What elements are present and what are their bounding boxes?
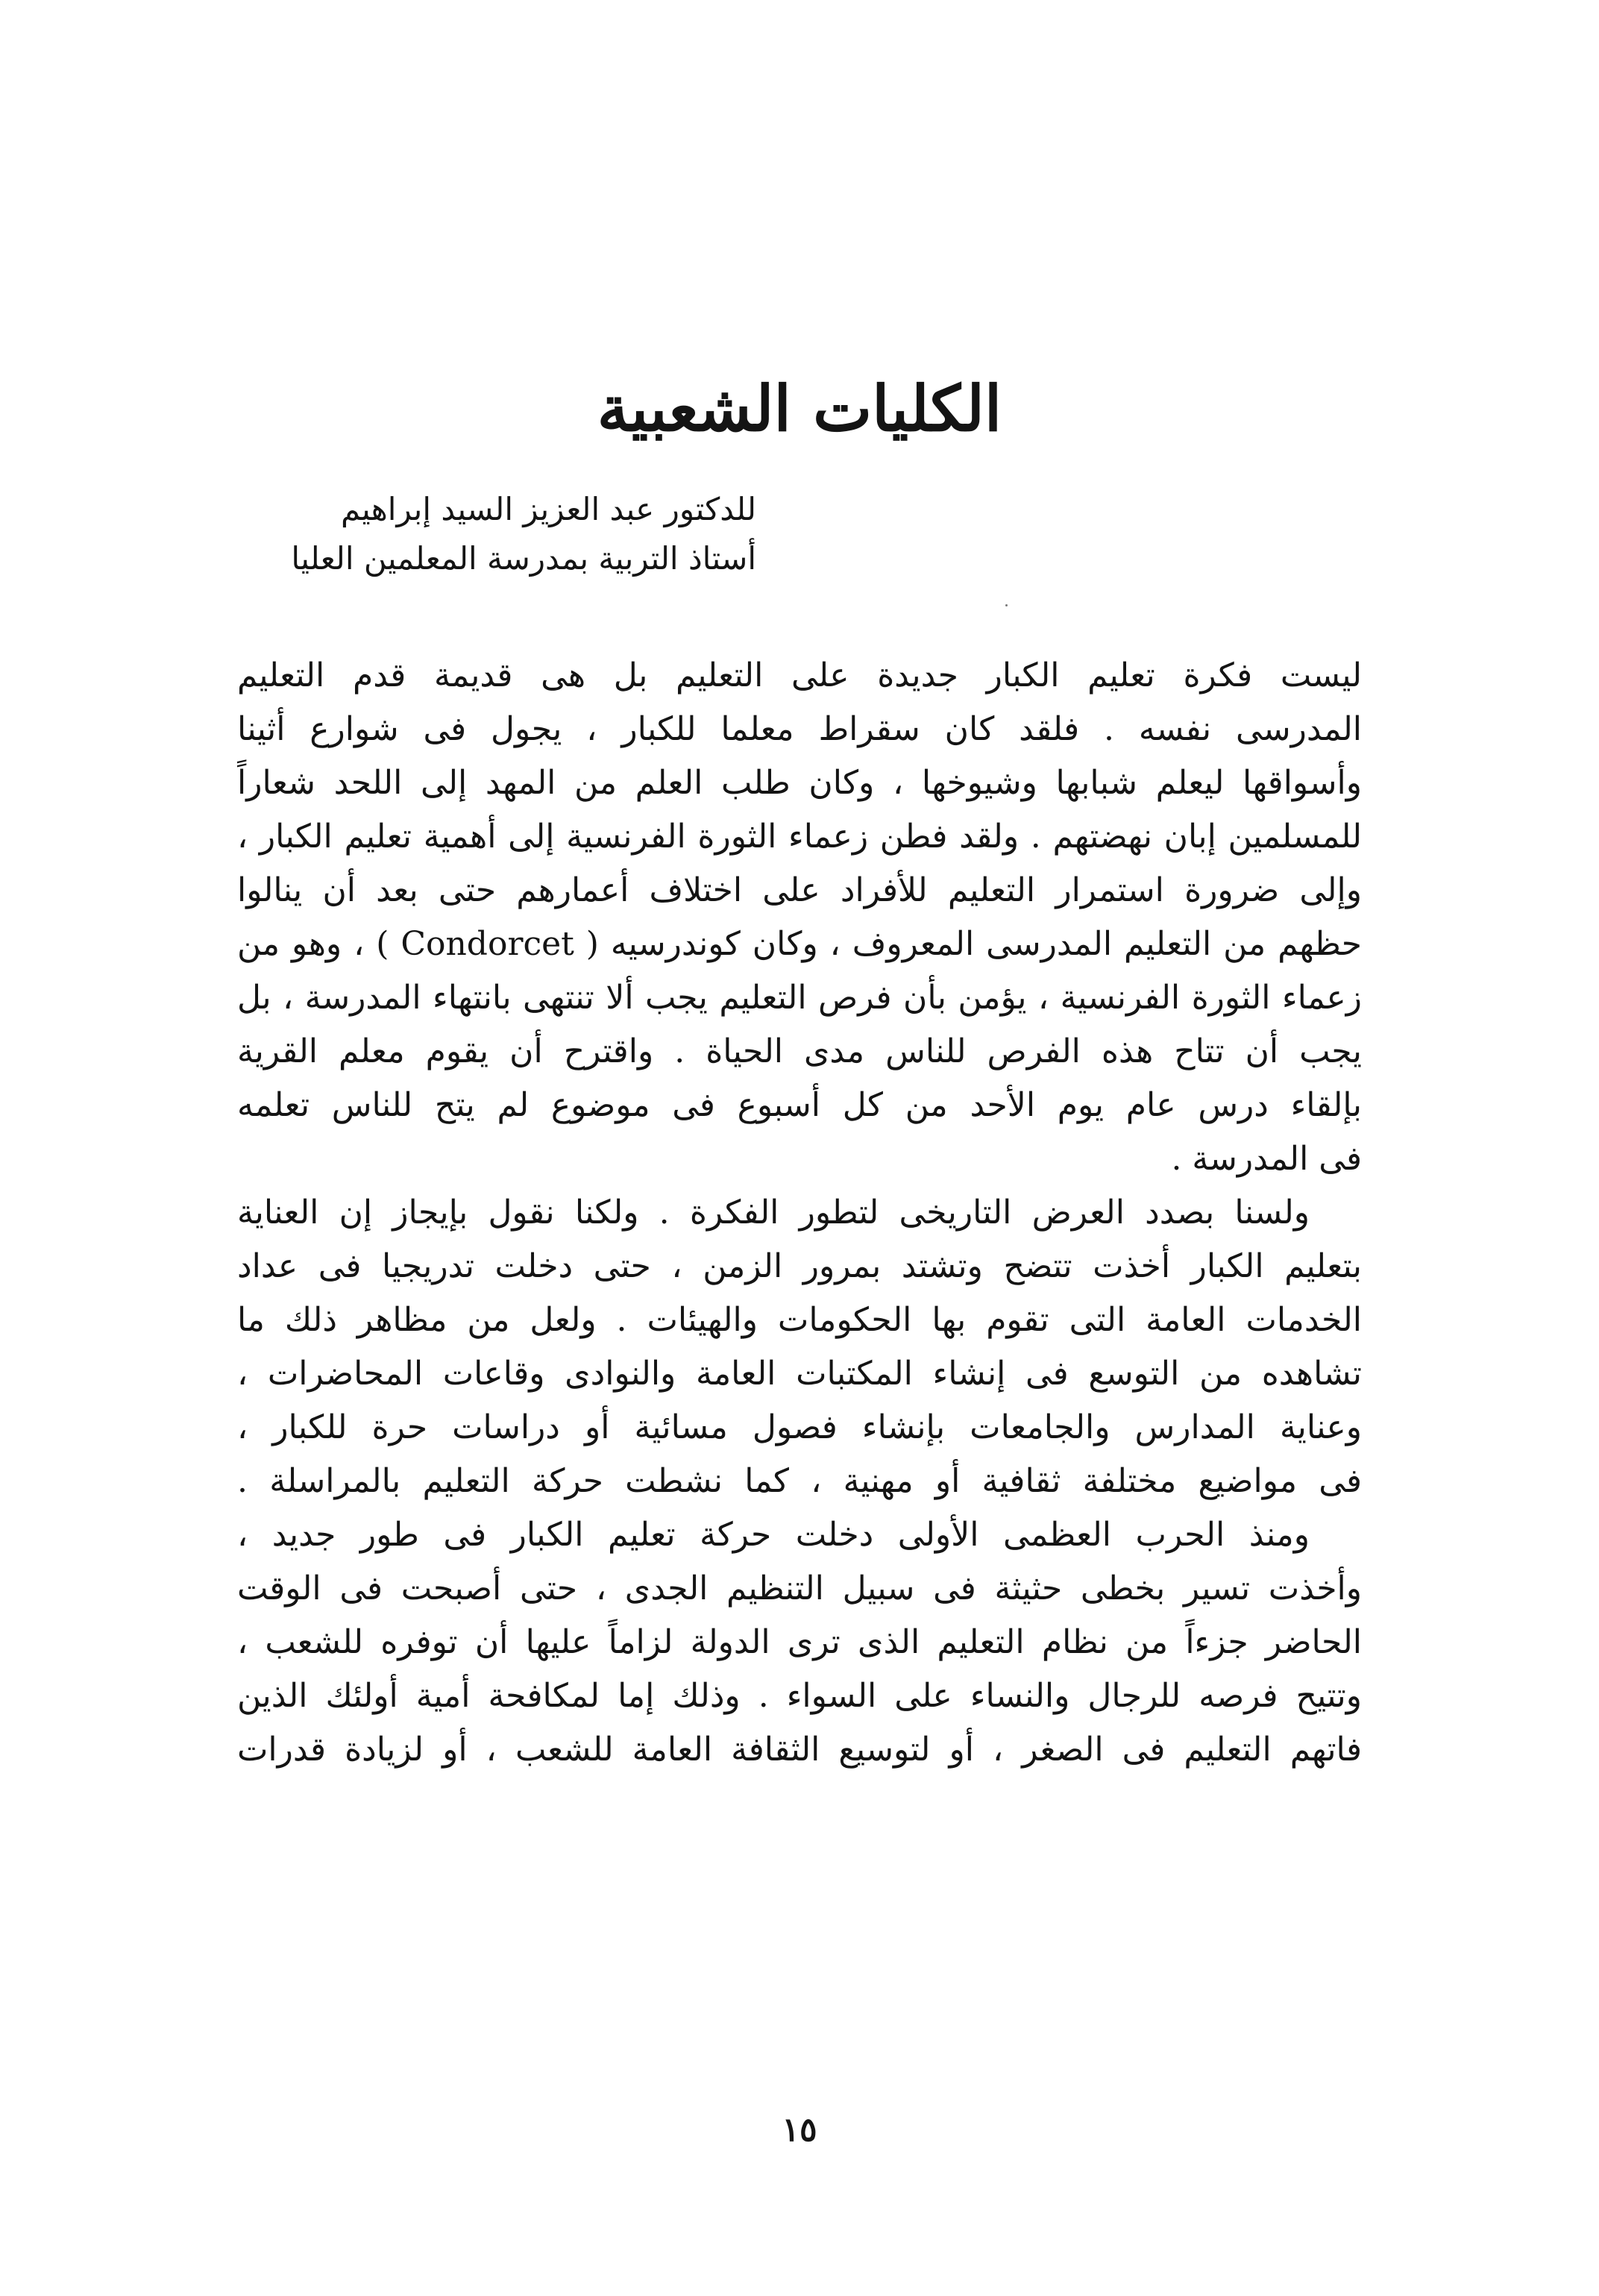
- body-line: فاتهم التعليم فى الصغر ، أو لتوسيع الثقافة العامة للشعب ، أو لزيادة قدرات: [237, 1731, 1362, 1769]
- body-line: تشاهده من التوسع فى إنشاء المكتبات العامة والنوادى وقاعات المحاضرات ،: [237, 1355, 1362, 1393]
- article-title: الكليات الشعبية: [597, 371, 1002, 445]
- body-line: وأسواقها ليعلم شبابها وشيوخها ، وكان طلب العلم من المهد إلى اللحد شعاراً: [237, 764, 1362, 802]
- page-number: ١٥: [782, 2111, 817, 2149]
- body-line: حظهم من التعليم المدرسى المعروف ، وكان كوندرسيه ( Condorcet ) ، وهو من: [237, 925, 1362, 963]
- author-name: للدكتور عبد العزيز السيد إبراهيم: [341, 491, 756, 527]
- body-line: بتعليم الكبار أخذت تتضح وتشتد بمرور الزمن ، حتى دخلت تدريجيا فى عداد: [237, 1247, 1362, 1285]
- body-line: للمسلمين إبان نهضتهم . ولقد فطن زعماء الثورة الفرنسية إلى أهمية تعليم الكبار ،: [237, 818, 1362, 856]
- author-position: أستاذ التربية بمدرسة المعلمين العليا: [291, 540, 756, 577]
- body-line: المدرسى نفسه . فلقد كان سقراط معلما للكبار ، يجول فى شوارع أثينا: [237, 710, 1362, 748]
- body-line: فى مواضيع مختلفة ثقافية أو مهنية ، كما نشطت حركة التعليم بالمراسلة .: [237, 1462, 1362, 1500]
- body-line: وأخذت تسير بخطى حثيثة فى سبيل التنظيم الجدى ، حتى أصبحت فى الوقت: [237, 1569, 1362, 1607]
- body-line: وعناية المدارس والجامعات بإنشاء فصول مسائية أو دراسات حرة للكبار ،: [237, 1408, 1362, 1446]
- body-line: يجب أن تتاح هذه الفرص للناس مدى الحياة . واقترح أن يقوم معلم القرية: [237, 1032, 1362, 1070]
- body-line: الحاضر جزءاً من نظام التعليم الذى ترى الدولة لزاماً عليها أن توفره للشعب ،: [237, 1623, 1362, 1661]
- body-line: وتتيح فرصه للرجال والنساء على السواء . وذلك إما لمكافحة أمية أولئك الذين: [237, 1677, 1362, 1715]
- body-line: ولسنا بصدد العرض التاريخى لتطور الفكرة . ولكنا نقول بإيجاز إن العناية: [237, 1194, 1310, 1232]
- body-line: ومنذ الحرب العظمى الأولى دخلت حركة تعليم الكبار فى طور جديد ،: [237, 1516, 1310, 1554]
- body-line: الخدمات العامة التى تقوم بها الحكومات والهيئات . ولعل من مظاهر ذلك ما: [237, 1301, 1362, 1339]
- body-line: ليست فكرة تعليم الكبار جديدة على التعليم بل هى قديمة قدم التعليم: [237, 656, 1362, 694]
- body-line: فى المدرسة .: [1171, 1140, 1362, 1178]
- author-block: [85, 485, 756, 583]
- body-line: وإلى ضرورة استمرار التعليم للأفراد على اختلاف أعمارهم حتى بعد أن ينالوا: [237, 871, 1362, 909]
- article-body: [237, 649, 1362, 1777]
- body-line: زعماء الثورة الفرنسية ، يؤمن بأن فرص التعليم يجب ألا تنتهى بانتهاء المدرسة ، بل: [237, 979, 1362, 1017]
- scan-speck: [1005, 604, 1008, 606]
- body-line: بإلقاء درس عام يوم الأحد من كل أسبوع فى موضوع لم يتح للناس تعلمه: [237, 1086, 1362, 1124]
